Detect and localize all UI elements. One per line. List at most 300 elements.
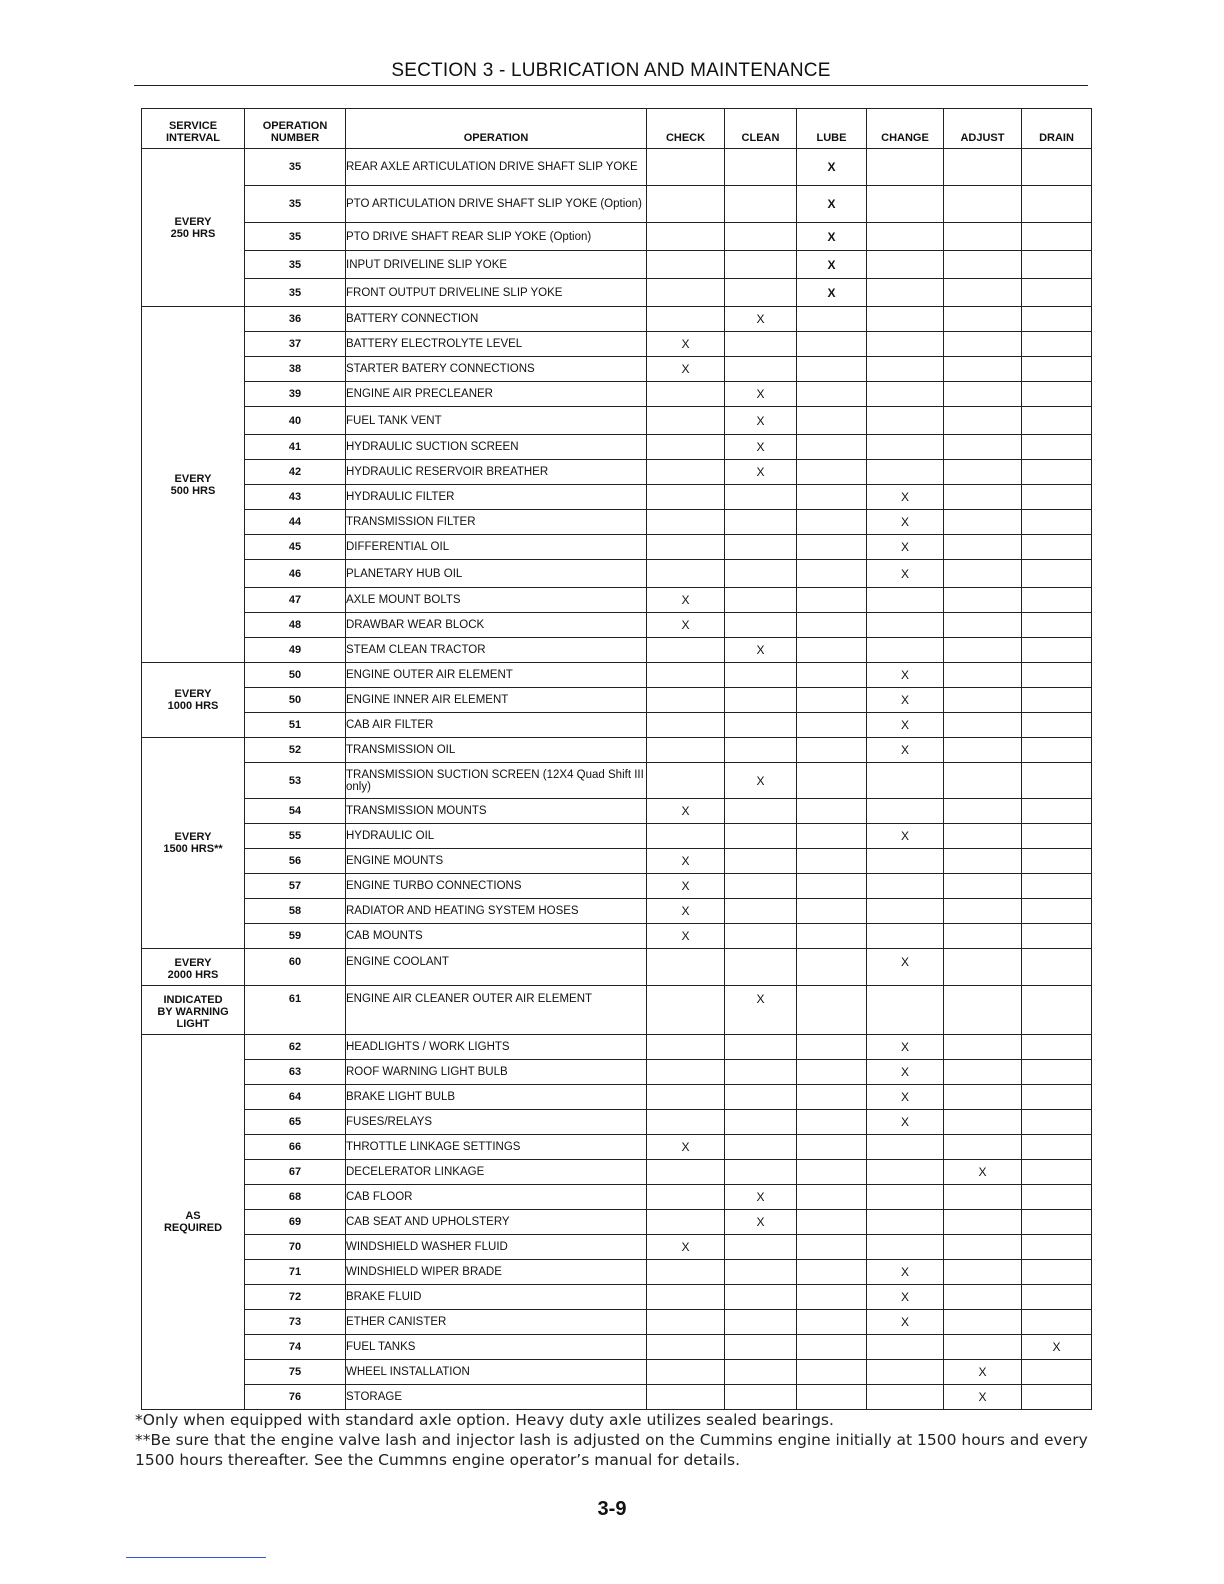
- operation-cell: RADIATOR AND HEATING SYSTEM HOSES: [346, 899, 647, 924]
- check-mark-cell: [647, 535, 725, 560]
- lube-mark-cell: [797, 849, 867, 874]
- operation-cell: ETHER CANISTER: [346, 1310, 647, 1335]
- check-mark-cell: X: [647, 874, 725, 899]
- header-clean: CLEAN: [725, 109, 797, 149]
- change-mark-cell: [867, 638, 944, 663]
- lube-mark-cell: [797, 1310, 867, 1335]
- change-mark-cell: X: [867, 738, 944, 763]
- check-mark-cell: [647, 435, 725, 460]
- check-mark-cell: [647, 1035, 725, 1060]
- adjust-mark-cell: [944, 849, 1022, 874]
- clean-mark-cell: [725, 186, 797, 223]
- lube-mark-cell: [797, 824, 867, 849]
- operation-cell: PTO DRIVE SHAFT REAR SLIP YOKE (Option): [346, 223, 647, 251]
- operation-cell: DECELERATOR LINKAGE: [346, 1160, 647, 1185]
- operation-cell: HYDRAULIC FILTER: [346, 485, 647, 510]
- operation-number-cell: 54: [245, 799, 346, 824]
- service-interval-cell: INDICATED BY WARNING LIGHT: [142, 986, 245, 1035]
- check-mark-cell: [647, 1335, 725, 1360]
- check-mark-cell: [647, 186, 725, 223]
- change-mark-cell: [867, 251, 944, 279]
- clean-mark-cell: [725, 1335, 797, 1360]
- check-mark-cell: [647, 763, 725, 799]
- change-mark-cell: [867, 223, 944, 251]
- check-mark-cell: [647, 713, 725, 738]
- adjust-mark-cell: [944, 510, 1022, 535]
- operation-cell: FUEL TANKS: [346, 1335, 647, 1360]
- clean-mark-cell: [725, 824, 797, 849]
- lube-mark-cell: [797, 663, 867, 688]
- table-row: [142, 307, 1092, 332]
- operation-number-cell: 35: [245, 279, 346, 307]
- lube-mark-cell: X: [797, 251, 867, 279]
- change-mark-cell: [867, 849, 944, 874]
- change-mark-cell: [867, 1235, 944, 1260]
- header-operation-number: OPERATION NUMBER: [245, 109, 346, 149]
- change-mark-cell: [867, 332, 944, 357]
- drain-mark-cell: [1022, 279, 1092, 307]
- table-row: [142, 357, 1092, 382]
- clean-mark-cell: X: [725, 307, 797, 332]
- adjust-mark-cell: [944, 588, 1022, 613]
- clean-mark-cell: [725, 279, 797, 307]
- check-mark-cell: X: [647, 1235, 725, 1260]
- drain-mark-cell: [1022, 1360, 1092, 1385]
- drain-mark-cell: [1022, 1285, 1092, 1310]
- drain-mark-cell: [1022, 307, 1092, 332]
- lube-mark-cell: [797, 1135, 867, 1160]
- clean-mark-cell: [725, 251, 797, 279]
- operation-number-cell: 48: [245, 613, 346, 638]
- adjust-mark-cell: [944, 1285, 1022, 1310]
- lube-mark-cell: [797, 1185, 867, 1210]
- clean-mark-cell: [725, 1160, 797, 1185]
- operation-number-cell: 39: [245, 382, 346, 407]
- operation-cell: ENGINE INNER AIR ELEMENT: [346, 688, 647, 713]
- clean-mark-cell: [725, 1260, 797, 1285]
- operation-cell: TRANSMISSION OIL: [346, 738, 647, 763]
- change-mark-cell: [867, 1160, 944, 1185]
- lube-mark-cell: [797, 1210, 867, 1235]
- table-row: [142, 510, 1092, 535]
- table-row: [142, 899, 1092, 924]
- footnotes: [135, 1410, 1095, 1470]
- check-mark-cell: [647, 223, 725, 251]
- operation-number-cell: 51: [245, 713, 346, 738]
- operation-cell: ENGINE COOLANT: [346, 949, 647, 986]
- adjust-mark-cell: [944, 149, 1022, 186]
- operation-cell: HEADLIGHTS / WORK LIGHTS: [346, 1035, 647, 1060]
- service-interval-cell: EVERY 500 HRS: [142, 307, 245, 663]
- operation-number-cell: 38: [245, 357, 346, 382]
- operation-number-cell: 62: [245, 1035, 346, 1060]
- lube-mark-cell: [797, 1385, 867, 1410]
- lube-mark-cell: [797, 1335, 867, 1360]
- drain-mark-cell: [1022, 713, 1092, 738]
- change-mark-cell: [867, 435, 944, 460]
- clean-mark-cell: [725, 899, 797, 924]
- clean-mark-cell: [725, 535, 797, 560]
- operation-cell: TRANSMISSION SUCTION SCREEN (12X4 Quad Shift III only): [346, 763, 647, 799]
- table-row: [142, 799, 1092, 824]
- lube-mark-cell: [797, 738, 867, 763]
- operation-cell: ENGINE AIR PRECLEANER: [346, 382, 647, 407]
- lube-mark-cell: [797, 307, 867, 332]
- operation-number-cell: 37: [245, 332, 346, 357]
- clean-mark-cell: [725, 1235, 797, 1260]
- operation-cell: TRANSMISSION MOUNTS: [346, 799, 647, 824]
- drain-mark-cell: [1022, 510, 1092, 535]
- lube-mark-cell: [797, 435, 867, 460]
- operation-cell: TRANSMISSION FILTER: [346, 510, 647, 535]
- change-mark-cell: [867, 1385, 944, 1410]
- table-row: [142, 251, 1092, 279]
- operation-cell: FRONT OUTPUT DRIVELINE SLIP YOKE: [346, 279, 647, 307]
- operation-number-cell: 65: [245, 1110, 346, 1135]
- clean-mark-cell: [725, 1385, 797, 1410]
- operation-cell: ENGINE AIR CLEANER OUTER AIR ELEMENT: [346, 986, 647, 1035]
- operation-number-cell: 72: [245, 1285, 346, 1310]
- operation-number-cell: 35: [245, 223, 346, 251]
- table-row: [142, 663, 1092, 688]
- operation-number-cell: 58: [245, 899, 346, 924]
- operation-cell: STARTER BATERY CONNECTIONS: [346, 357, 647, 382]
- drain-mark-cell: [1022, 1210, 1092, 1235]
- adjust-mark-cell: [944, 874, 1022, 899]
- change-mark-cell: [867, 460, 944, 485]
- lube-mark-cell: [797, 1360, 867, 1385]
- drain-mark-cell: [1022, 949, 1092, 986]
- change-mark-cell: X: [867, 485, 944, 510]
- operation-number-cell: 52: [245, 738, 346, 763]
- adjust-mark-cell: [944, 223, 1022, 251]
- lube-mark-cell: [797, 986, 867, 1035]
- operation-number-cell: 45: [245, 535, 346, 560]
- adjust-mark-cell: [944, 1060, 1022, 1085]
- drain-mark-cell: [1022, 485, 1092, 510]
- lube-mark-cell: [797, 949, 867, 986]
- change-mark-cell: [867, 1135, 944, 1160]
- operation-cell: CAB MOUNTS: [346, 924, 647, 949]
- adjust-mark-cell: [944, 407, 1022, 435]
- lube-mark-cell: [797, 713, 867, 738]
- operation-number-cell: 64: [245, 1085, 346, 1110]
- table-row: [142, 924, 1092, 949]
- drain-mark-cell: [1022, 560, 1092, 588]
- clean-mark-cell: [725, 560, 797, 588]
- drain-mark-cell: X: [1022, 1335, 1092, 1360]
- operation-number-cell: 76: [245, 1385, 346, 1410]
- lube-mark-cell: [797, 382, 867, 407]
- table-row: [142, 560, 1092, 588]
- drain-mark-cell: [1022, 924, 1092, 949]
- table-row: [142, 588, 1092, 613]
- change-mark-cell: X: [867, 1060, 944, 1085]
- operation-cell: BRAKE FLUID: [346, 1285, 647, 1310]
- operation-cell: ENGINE OUTER AIR ELEMENT: [346, 663, 647, 688]
- maintenance-schedule-table: [141, 108, 1092, 1410]
- change-mark-cell: X: [867, 1310, 944, 1335]
- table-row: [142, 1210, 1092, 1235]
- drain-mark-cell: [1022, 460, 1092, 485]
- check-mark-cell: [647, 1260, 725, 1285]
- header-adjust: ADJUST: [944, 109, 1022, 149]
- change-mark-cell: [867, 924, 944, 949]
- operation-number-cell: 36: [245, 307, 346, 332]
- change-mark-cell: [867, 1360, 944, 1385]
- table-row: [142, 949, 1092, 986]
- clean-mark-cell: [725, 510, 797, 535]
- operation-number-cell: 70: [245, 1235, 346, 1260]
- check-mark-cell: [647, 279, 725, 307]
- clean-mark-cell: X: [725, 986, 797, 1035]
- table-row: [142, 638, 1092, 663]
- operation-number-cell: 53: [245, 763, 346, 799]
- operation-number-cell: 35: [245, 186, 346, 223]
- operation-number-cell: 35: [245, 251, 346, 279]
- clean-mark-cell: [725, 1035, 797, 1060]
- lube-mark-cell: [797, 332, 867, 357]
- change-mark-cell: X: [867, 663, 944, 688]
- adjust-mark-cell: [944, 824, 1022, 849]
- adjust-mark-cell: [944, 1235, 1022, 1260]
- adjust-mark-cell: [944, 1085, 1022, 1110]
- lube-mark-cell: [797, 638, 867, 663]
- operation-cell: HYDRAULIC SUCTION SCREEN: [346, 435, 647, 460]
- adjust-mark-cell: X: [944, 1385, 1022, 1410]
- footer-rule: [126, 1557, 266, 1558]
- adjust-mark-cell: X: [944, 1160, 1022, 1185]
- operation-cell: BATTERY ELECTROLYTE LEVEL: [346, 332, 647, 357]
- table-row: [142, 1135, 1092, 1160]
- drain-mark-cell: [1022, 663, 1092, 688]
- check-mark-cell: X: [647, 924, 725, 949]
- clean-mark-cell: [725, 149, 797, 186]
- operation-cell: DIFFERENTIAL OIL: [346, 535, 647, 560]
- check-mark-cell: [647, 307, 725, 332]
- operation-number-cell: 43: [245, 485, 346, 510]
- clean-mark-cell: [725, 1310, 797, 1335]
- check-mark-cell: [647, 663, 725, 688]
- table-header-row: [142, 109, 1092, 149]
- operation-number-cell: 50: [245, 688, 346, 713]
- drain-mark-cell: [1022, 223, 1092, 251]
- operation-number-cell: 71: [245, 1260, 346, 1285]
- lube-mark-cell: [797, 1235, 867, 1260]
- change-mark-cell: [867, 613, 944, 638]
- change-mark-cell: X: [867, 1260, 944, 1285]
- operation-number-cell: 41: [245, 435, 346, 460]
- change-mark-cell: X: [867, 688, 944, 713]
- clean-mark-cell: [725, 588, 797, 613]
- adjust-mark-cell: [944, 738, 1022, 763]
- lube-mark-cell: [797, 763, 867, 799]
- operation-number-cell: 63: [245, 1060, 346, 1085]
- table-row: [142, 849, 1092, 874]
- operation-cell: WHEEL INSTALLATION: [346, 1360, 647, 1385]
- drain-mark-cell: [1022, 799, 1092, 824]
- adjust-mark-cell: [944, 899, 1022, 924]
- drain-mark-cell: [1022, 1235, 1092, 1260]
- table-row: [142, 1085, 1092, 1110]
- adjust-mark-cell: [944, 460, 1022, 485]
- operation-cell: BRAKE LIGHT BULB: [346, 1085, 647, 1110]
- clean-mark-cell: [725, 1060, 797, 1085]
- clean-mark-cell: [725, 223, 797, 251]
- table-row: [142, 1160, 1092, 1185]
- operation-cell: STEAM CLEAN TRACTOR: [346, 638, 647, 663]
- lube-mark-cell: [797, 535, 867, 560]
- adjust-mark-cell: [944, 949, 1022, 986]
- operation-cell: PLANETARY HUB OIL: [346, 560, 647, 588]
- operation-cell: AXLE MOUNT BOLTS: [346, 588, 647, 613]
- operation-number-cell: 66: [245, 1135, 346, 1160]
- drain-mark-cell: [1022, 824, 1092, 849]
- operation-cell: THROTTLE LINKAGE SETTINGS: [346, 1135, 647, 1160]
- check-mark-cell: X: [647, 332, 725, 357]
- check-mark-cell: [647, 738, 725, 763]
- table-row: [142, 435, 1092, 460]
- drain-mark-cell: [1022, 738, 1092, 763]
- adjust-mark-cell: [944, 332, 1022, 357]
- table-row: [142, 1335, 1092, 1360]
- table-row: [142, 382, 1092, 407]
- adjust-mark-cell: [944, 1035, 1022, 1060]
- table-row: [142, 1285, 1092, 1310]
- adjust-mark-cell: [944, 186, 1022, 223]
- table-row: [142, 613, 1092, 638]
- change-mark-cell: X: [867, 1085, 944, 1110]
- table-row: [142, 1260, 1092, 1285]
- adjust-mark-cell: [944, 688, 1022, 713]
- change-mark-cell: [867, 307, 944, 332]
- check-mark-cell: [647, 382, 725, 407]
- lube-mark-cell: [797, 560, 867, 588]
- adjust-mark-cell: [944, 713, 1022, 738]
- check-mark-cell: X: [647, 849, 725, 874]
- operation-cell: PTO ARTICULATION DRIVE SHAFT SLIP YOKE (Option): [346, 186, 647, 223]
- clean-mark-cell: [725, 1360, 797, 1385]
- check-mark-cell: [647, 824, 725, 849]
- operation-number-cell: 57: [245, 874, 346, 899]
- drain-mark-cell: [1022, 899, 1092, 924]
- adjust-mark-cell: [944, 986, 1022, 1035]
- clean-mark-cell: [725, 663, 797, 688]
- check-mark-cell: [647, 1285, 725, 1310]
- operation-number-cell: 35: [245, 149, 346, 186]
- drain-mark-cell: [1022, 186, 1092, 223]
- change-mark-cell: X: [867, 1035, 944, 1060]
- table-row: [142, 332, 1092, 357]
- operation-number-cell: 74: [245, 1335, 346, 1360]
- lube-mark-cell: [797, 1110, 867, 1135]
- lube-mark-cell: [797, 799, 867, 824]
- page-number: 3-9: [597, 1498, 627, 1520]
- change-mark-cell: X: [867, 510, 944, 535]
- check-mark-cell: [647, 638, 725, 663]
- drain-mark-cell: [1022, 1085, 1092, 1110]
- table-row: [142, 1060, 1092, 1085]
- drain-mark-cell: [1022, 1260, 1092, 1285]
- lube-mark-cell: [797, 460, 867, 485]
- change-mark-cell: [867, 899, 944, 924]
- drain-mark-cell: [1022, 874, 1092, 899]
- operation-number-cell: 59: [245, 924, 346, 949]
- change-mark-cell: [867, 186, 944, 223]
- clean-mark-cell: [725, 924, 797, 949]
- operation-number-cell: 55: [245, 824, 346, 849]
- operation-cell: DRAWBAR WEAR BLOCK: [346, 613, 647, 638]
- clean-mark-cell: [725, 799, 797, 824]
- check-mark-cell: X: [647, 613, 725, 638]
- table-row: [142, 149, 1092, 186]
- operation-number-cell: 44: [245, 510, 346, 535]
- header-check: CHECK: [647, 109, 725, 149]
- operation-number-cell: 46: [245, 560, 346, 588]
- clean-mark-cell: [725, 357, 797, 382]
- adjust-mark-cell: [944, 560, 1022, 588]
- change-mark-cell: X: [867, 535, 944, 560]
- operation-cell: ROOF WARNING LIGHT BULB: [346, 1060, 647, 1085]
- adjust-mark-cell: [944, 799, 1022, 824]
- drain-mark-cell: [1022, 1185, 1092, 1210]
- operation-number-cell: 40: [245, 407, 346, 435]
- drain-mark-cell: [1022, 1385, 1092, 1410]
- check-mark-cell: [647, 1085, 725, 1110]
- change-mark-cell: [867, 1185, 944, 1210]
- lube-mark-cell: [797, 1285, 867, 1310]
- table-row: [142, 1185, 1092, 1210]
- table-row: [142, 535, 1092, 560]
- lube-mark-cell: [797, 485, 867, 510]
- drain-mark-cell: [1022, 535, 1092, 560]
- header-operation: OPERATION: [346, 109, 647, 149]
- change-mark-cell: [867, 763, 944, 799]
- drain-mark-cell: [1022, 149, 1092, 186]
- operation-cell: HYDRAULIC OIL: [346, 824, 647, 849]
- table-row: [142, 186, 1092, 223]
- lube-mark-cell: [797, 407, 867, 435]
- check-mark-cell: X: [647, 1135, 725, 1160]
- check-mark-cell: [647, 1185, 725, 1210]
- adjust-mark-cell: [944, 307, 1022, 332]
- operation-number-cell: 56: [245, 849, 346, 874]
- operation-cell: WINDSHIELD WASHER FLUID: [346, 1235, 647, 1260]
- clean-mark-cell: [725, 613, 797, 638]
- clean-mark-cell: [725, 1085, 797, 1110]
- check-mark-cell: X: [647, 899, 725, 924]
- lube-mark-cell: X: [797, 279, 867, 307]
- title-divider: [134, 85, 1088, 86]
- check-mark-cell: [647, 460, 725, 485]
- check-mark-cell: X: [647, 799, 725, 824]
- operation-number-cell: 47: [245, 588, 346, 613]
- check-mark-cell: [647, 485, 725, 510]
- lube-mark-cell: [797, 924, 867, 949]
- table-row: [142, 223, 1092, 251]
- change-mark-cell: [867, 874, 944, 899]
- operation-cell: ENGINE MOUNTS: [346, 849, 647, 874]
- change-mark-cell: [867, 588, 944, 613]
- clean-mark-cell: [725, 688, 797, 713]
- operation-number-cell: 73: [245, 1310, 346, 1335]
- clean-mark-cell: X: [725, 763, 797, 799]
- footnote-axle: *Only when equipped with standard axle option. Heavy duty axle utilizes sealed bearings.: [135, 1411, 834, 1429]
- adjust-mark-cell: [944, 357, 1022, 382]
- drain-mark-cell: [1022, 849, 1092, 874]
- adjust-mark-cell: [944, 1135, 1022, 1160]
- change-mark-cell: X: [867, 949, 944, 986]
